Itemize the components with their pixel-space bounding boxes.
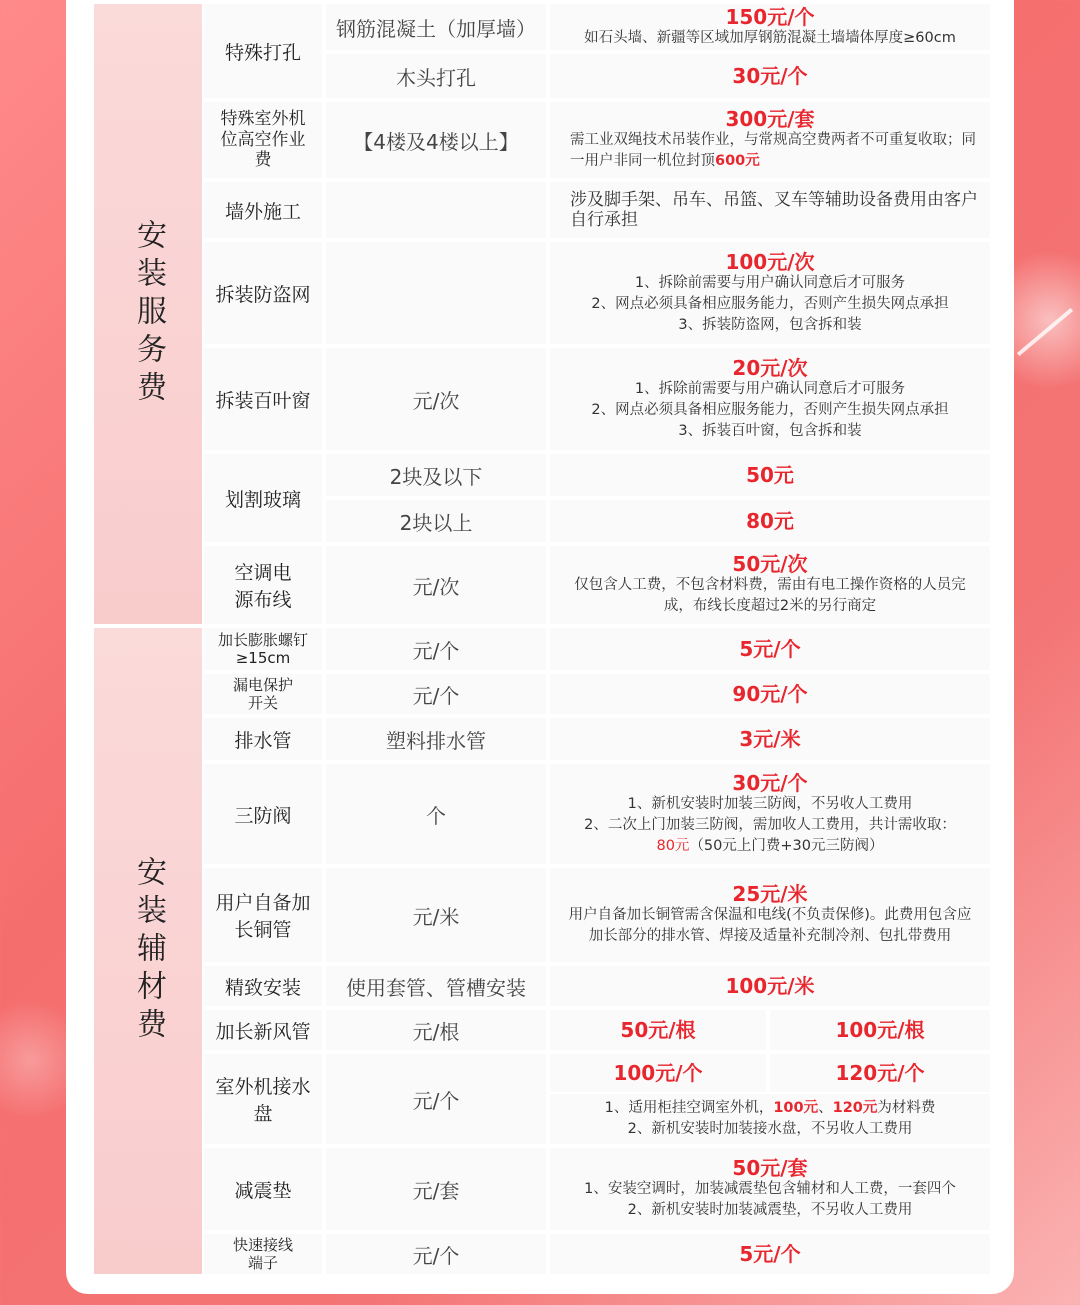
item-name: 加长新风管 [204, 1010, 322, 1050]
table-row [204, 500, 990, 542]
item-unit: 元/次 [326, 348, 546, 450]
item-type: 塑料排水管 [326, 718, 546, 760]
item-unit: 个 [326, 764, 546, 864]
price-cell [550, 454, 990, 496]
price: 5元/个 [739, 1242, 801, 1266]
table-row [204, 546, 990, 624]
note: 3、拆装防盗网，包含拆和装 [678, 316, 862, 333]
price: 5元/个 [739, 637, 801, 661]
price: 150元/个 [725, 4, 815, 29]
price: 50元/套 [732, 1156, 808, 1180]
item-unit: 元/套 [326, 1148, 546, 1230]
item-name: 减震垫 [204, 1148, 322, 1230]
item-unit: 元/米 [326, 868, 546, 962]
price-cell [550, 868, 990, 962]
item-name: 三防阀 [204, 764, 322, 864]
section-title: 安装辅材费 [131, 856, 166, 1046]
price: 120元/个 [835, 1061, 925, 1085]
price: 30元/个 [732, 64, 808, 88]
note: 仅包含人工费，不包含材料费，需由有电工操作资格的人员完成，布线长度超过2米的另行商定 [574, 577, 966, 614]
note: 2、网点必须具备相应服务能力，否则产生损失网点承担 [591, 295, 949, 312]
price-cell [550, 718, 990, 760]
table-row [204, 454, 990, 496]
note: 1、拆除前需要与用户确认同意后才可服务 [634, 380, 906, 397]
price-cell [770, 1054, 990, 1092]
item-name: 划割玻璃 [204, 454, 322, 542]
note: 需工业双绳技术吊装作业，与常规高空费两者不可重复收取；同一用户非同一机位封顶600元 [570, 132, 976, 169]
price-cell [550, 1148, 990, 1230]
table-row [204, 4, 990, 50]
item-name: 特殊室外机位高空作业费 [204, 102, 322, 178]
table-row [204, 242, 990, 344]
item-name: 拆装防盗网 [204, 242, 322, 344]
price-cell [550, 182, 990, 238]
item-type: 钢筋混凝土（加厚墙） [326, 4, 546, 50]
price: 100元/米 [725, 974, 815, 998]
price-cell [550, 546, 990, 624]
item-type: 使用套管、管槽安装 [326, 966, 546, 1006]
section-materials [94, 628, 202, 1274]
price: 100元/次 [725, 249, 815, 274]
price-cell [550, 500, 990, 542]
note: 涉及脚手架、吊车、吊篮、叉车等辅助设备费用由客户自行承担 [570, 190, 978, 230]
item-unit: 元/个 [326, 1234, 546, 1274]
item-name: 快速接线端子 [204, 1234, 322, 1274]
item-type: 【4楼及4楼以上】 [326, 102, 546, 178]
note: 2、新机安装时加装减震垫，不另收人工费用 [627, 1202, 913, 1218]
note-cell [550, 1094, 990, 1144]
note: 1、适用柜挂空调室外机，100元、120元为材料费 [604, 1100, 936, 1116]
note: 用户自备加长铜管需含保温和电线(不负责保修)。此费用包含应加长部分的排水管、焊接及适量补充制冷剂、包扎带费用 [568, 907, 972, 944]
price-cell [550, 54, 990, 98]
price: 30元/个 [732, 770, 808, 795]
item-unit: 元/次 [326, 546, 546, 624]
table-row [204, 182, 990, 238]
item-unit: 元/个 [326, 628, 546, 670]
item-unit: 元/个 [326, 674, 546, 714]
note: 2、二次上门加装三防阀，需加收人工费用，共计需收取： [584, 816, 956, 833]
note: 1、安装空调时，加装减震垫包含辅材和人工费，一套四个 [584, 1181, 956, 1197]
price-cell [550, 242, 990, 344]
note: 2、新机安装时加装接水盘，不另收人工费用 [627, 1121, 913, 1137]
item-unit: 元/个 [326, 1054, 546, 1144]
table-row [204, 1234, 990, 1274]
price: 20元/次 [732, 355, 808, 380]
item-unit: 元/根 [326, 1010, 546, 1050]
price: 100元/个 [613, 1061, 703, 1085]
price: 50元/次 [732, 552, 808, 576]
price-cell [550, 1234, 990, 1274]
item-name: 排水管 [204, 718, 322, 760]
item-name: 拆装百叶窗 [204, 348, 322, 450]
price-cell [550, 764, 990, 864]
price-cell [550, 966, 990, 1006]
item-name: 精致安装 [204, 966, 322, 1006]
price: 25元/米 [732, 882, 808, 906]
table-row [204, 1094, 990, 1144]
table-row [204, 1010, 990, 1050]
item-name: 室外机接水盘 [204, 1054, 322, 1144]
price: 50元/根 [620, 1018, 696, 1042]
note: 1、拆除前需要与用户确认同意后才可服务 [634, 274, 906, 291]
table-row [204, 764, 990, 864]
price-cell [550, 628, 990, 670]
item-name: 漏电保护开关 [204, 674, 322, 714]
price-cell [550, 102, 990, 178]
item-type-empty [326, 182, 546, 238]
item-name: 墙外施工 [204, 182, 322, 238]
note: 3、拆装百叶窗，包含拆和装 [678, 422, 862, 439]
note: 2、网点必须具备相应服务能力，否则产生损失网点承担 [591, 401, 949, 418]
table-row [204, 54, 990, 98]
note: 80元（50元上门费+30元三防阀） [656, 837, 884, 854]
price: 100元/根 [835, 1018, 925, 1042]
decor-streak [1017, 308, 1073, 356]
item-name: 加长膨胀螺钉≥15cm [204, 628, 322, 670]
price-cell [770, 1010, 990, 1050]
price-cell [550, 348, 990, 450]
section-install [94, 4, 202, 624]
section-title: 安装服务费 [131, 219, 166, 409]
table-row [204, 1054, 990, 1092]
item-type-empty [326, 242, 546, 344]
price: 3元/米 [739, 727, 801, 751]
table-row [204, 1148, 990, 1230]
note: 如石头墙、新疆等区域加厚钢筋混凝土墙墙体厚度≥60cm [584, 29, 956, 46]
table-row [204, 628, 990, 670]
note: 1、新机安装时加装三防阀，不另收人工费用 [627, 795, 913, 812]
table-row [204, 718, 990, 760]
table-row [204, 102, 990, 178]
price-cell [550, 1010, 766, 1050]
price: 300元/套 [725, 107, 815, 131]
price: 50元 [746, 463, 794, 487]
table-row [204, 868, 990, 962]
item-name: 特殊打孔 [204, 4, 322, 98]
item-type: 2块及以下 [326, 454, 546, 496]
table-row [204, 966, 990, 1006]
price: 90元/个 [732, 682, 808, 706]
table-row [204, 674, 990, 714]
item-name: 空调电源布线 [204, 546, 322, 624]
item-type: 2块以上 [326, 500, 546, 542]
table-row [204, 348, 990, 450]
price-cell [550, 4, 990, 50]
item-type: 木头打孔 [326, 54, 546, 98]
price-cell [550, 1054, 766, 1092]
price: 80元 [746, 509, 794, 533]
price-cell [550, 674, 990, 714]
item-name: 用户自备加长铜管 [204, 868, 322, 962]
